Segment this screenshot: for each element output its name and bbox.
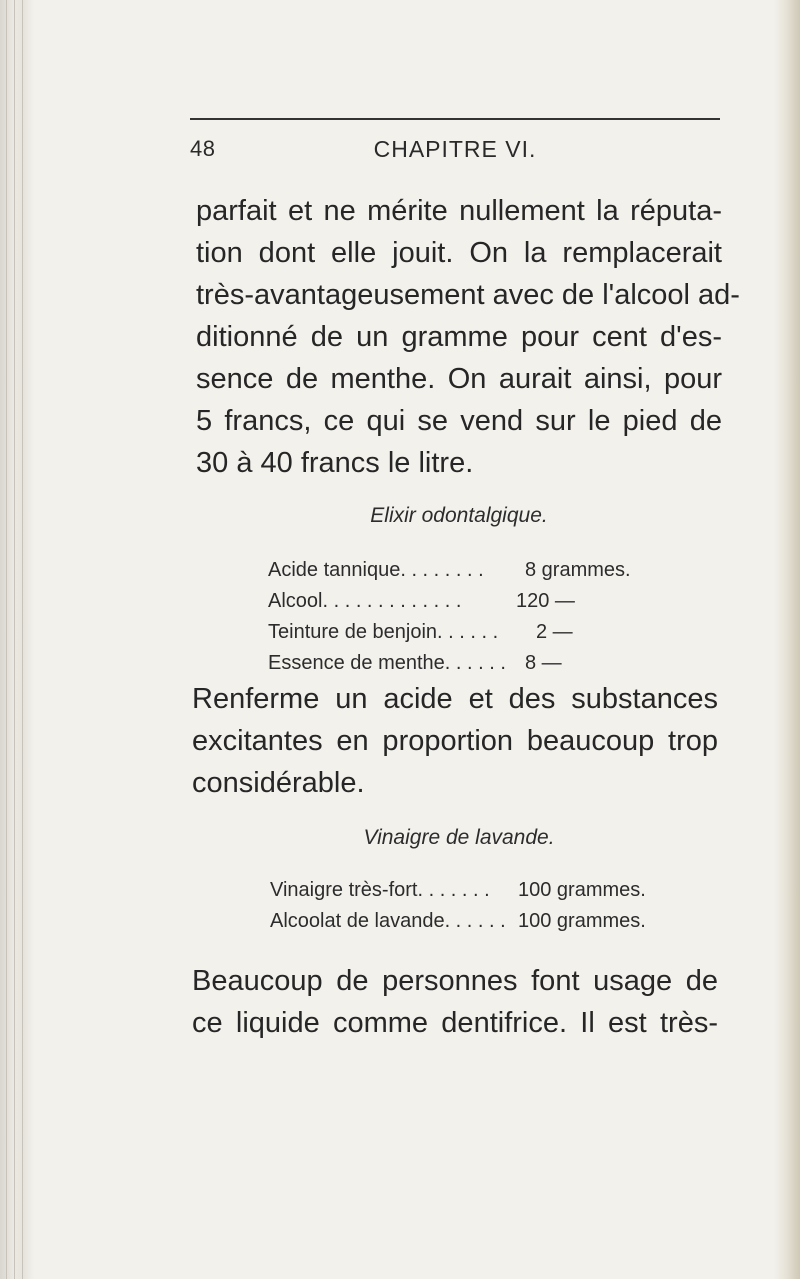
ingredient-quantity: 100 grammes. (518, 910, 646, 932)
text-line: ditionné de un gramme pour cent d'es- (196, 321, 722, 353)
recipe-list-vinaigre (270, 879, 710, 941)
ingredient-name: Alcool. . . . . . . . . . . . . (268, 590, 462, 612)
ingredient-name: Alcoolat de lavande. . . . . . (270, 910, 506, 932)
text-line: ce liquide comme dentifrice. Il est très- (192, 1007, 718, 1039)
ingredient-name: Essence de menthe. . . . . . (268, 652, 506, 674)
recipe-row (268, 621, 708, 652)
text-line: parfait et ne mérite nullement la réputa- (196, 195, 722, 227)
page-number: 48 (190, 136, 216, 161)
text-line: excitantes en proportion beaucoup trop (192, 725, 718, 757)
paragraph-1 (196, 190, 740, 484)
text-line: tion dont elle jouit. On la remplacerait (196, 237, 722, 269)
recipe-row (268, 590, 708, 621)
paragraph-3 (192, 960, 718, 1044)
recipe-row (270, 879, 710, 910)
text-line: très-avantageusement avec de l'alcool ad- (196, 279, 740, 311)
ingredient-name: Vinaigre très-fort. . . . . . . (270, 879, 490, 901)
recipe-list-elixir (268, 559, 708, 683)
ingredient-quantity: 8 — (525, 652, 562, 674)
text-line: Renferme un acide et des substances (192, 683, 718, 715)
ingredient-name: Acide tannique. . . . . . . . (268, 559, 484, 581)
ingredient-name: Teinture de benjoin. . . . . . (268, 621, 499, 643)
paragraph-2 (192, 678, 718, 804)
ingredient-quantity: 120 — (516, 590, 575, 612)
ingredient-quantity: 2 — (536, 621, 573, 643)
running-head: CHAPITRE VI. (373, 136, 537, 162)
recipe-heading-elixir: Elixir odontalgique. (370, 504, 548, 527)
text-line: 5 francs, ce qui se vend sur le pied de (196, 405, 722, 437)
text-line: 30 à 40 francs le litre. (196, 447, 474, 479)
ingredient-quantity: 8 grammes. (525, 559, 631, 581)
recipe-row (268, 559, 708, 590)
text-line: considérable. (192, 767, 365, 799)
recipe-heading-vinaigre: Vinaigre de lavande. (363, 826, 555, 849)
ingredient-quantity: 100 grammes. (518, 879, 646, 901)
recipe-row (270, 910, 710, 941)
text-line: sence de menthe. On aurait ainsi, pour (196, 363, 722, 395)
text-line: Beaucoup de personnes font usage de (192, 965, 718, 997)
page-header (190, 118, 720, 160)
